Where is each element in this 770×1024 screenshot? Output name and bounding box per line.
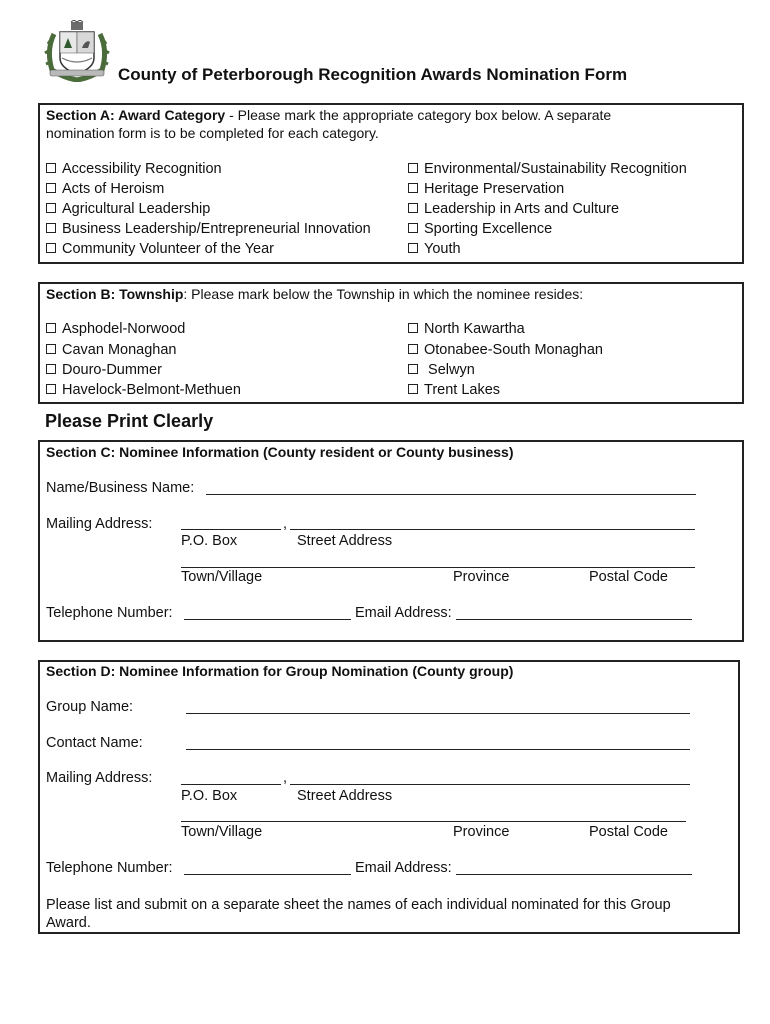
postal-code-caption: Postal Code: [589, 569, 668, 585]
township-option[interactable]: [408, 321, 525, 337]
township-option[interactable]: [46, 342, 176, 358]
mailing-address-label: Mailing Address:: [46, 770, 153, 786]
category-option[interactable]: [408, 181, 564, 197]
group-name-field[interactable]: [186, 713, 690, 714]
checkbox[interactable]: [46, 384, 56, 394]
option-label: Youth: [424, 241, 461, 257]
checkbox[interactable]: [46, 203, 56, 213]
town-caption: Town/Village: [181, 824, 263, 840]
section-b-heading: [46, 286, 583, 302]
option-label: Accessibility Recognition: [62, 161, 222, 177]
option-label: Community Volunteer of the Year: [62, 241, 274, 257]
contact-name-field[interactable]: [186, 749, 690, 750]
section-b-instruction: : Please mark below the Township in which the nominee resides:: [183, 286, 584, 302]
township-option[interactable]: [408, 362, 475, 378]
telephone-label: Telephone Number:: [46, 605, 173, 621]
category-option[interactable]: [408, 241, 461, 257]
street-address-field[interactable]: [290, 784, 690, 785]
street-address-field[interactable]: [290, 529, 695, 530]
checkbox[interactable]: [408, 243, 418, 253]
category-option[interactable]: [408, 201, 619, 217]
section-a-instruction: - Please mark the appropriate category box below. A separate: [225, 107, 612, 123]
checkbox[interactable]: [408, 364, 418, 374]
email-field[interactable]: [456, 874, 692, 875]
section-c-heading: Section C: Nominee Information (County resident or County business): [46, 444, 514, 460]
telephone-field[interactable]: [184, 874, 351, 875]
township-option[interactable]: [408, 382, 500, 398]
option-label: Agricultural Leadership: [62, 201, 211, 217]
township-option[interactable]: [46, 321, 185, 337]
option-label: Trent Lakes: [424, 382, 501, 398]
group-name-label: Group Name:: [46, 699, 134, 715]
category-option[interactable]: [408, 221, 552, 237]
checkbox[interactable]: [408, 183, 418, 193]
checkbox[interactable]: [46, 364, 56, 374]
section-a-heading: [46, 107, 611, 123]
category-option[interactable]: [46, 161, 222, 177]
category-option[interactable]: [46, 201, 210, 217]
checkbox[interactable]: [408, 203, 418, 213]
checkbox[interactable]: [46, 223, 56, 233]
town-province-postal-field[interactable]: [181, 821, 686, 822]
checkbox[interactable]: [408, 384, 418, 394]
town-caption: Town/Village: [181, 569, 263, 585]
name-label: Name/Business Name:: [46, 480, 195, 496]
option-label: Douro-Dummer: [62, 362, 162, 378]
print-clearly-heading: Please Print Clearly: [45, 411, 214, 431]
street-address-caption: Street Address: [297, 788, 393, 804]
town-province-postal-field[interactable]: [181, 567, 695, 568]
po-box-caption: P.O. Box: [181, 788, 238, 804]
po-box-field[interactable]: [181, 529, 281, 530]
comma-separator: ,: [283, 770, 288, 786]
email-label: Email Address:: [355, 860, 452, 876]
county-crest-logo: [44, 20, 110, 82]
checkbox[interactable]: [46, 163, 56, 173]
contact-name-label: Contact Name:: [46, 735, 143, 751]
option-label: North Kawartha: [424, 321, 525, 337]
township-option[interactable]: [46, 362, 162, 378]
province-caption: Province: [453, 569, 510, 585]
township-option[interactable]: [408, 342, 603, 358]
comma-separator: ,: [283, 516, 288, 532]
checkbox[interactable]: [46, 183, 56, 193]
street-address-caption: Street Address: [297, 533, 393, 549]
category-option[interactable]: [46, 241, 274, 257]
name-field[interactable]: [206, 494, 696, 495]
checkbox[interactable]: [408, 344, 418, 354]
option-label: Leadership in Arts and Culture: [424, 201, 620, 217]
option-label: Cavan Monaghan: [62, 342, 177, 358]
option-label: Havelock-Belmont-Methuen: [62, 382, 241, 398]
email-label: Email Address:: [355, 605, 452, 621]
option-label: Otonabee-South Monaghan: [424, 342, 603, 358]
township-option[interactable]: [46, 382, 241, 398]
group-note: Please list and submit on a separate sheet the names of each individual nominated for this Group Award.: [46, 897, 671, 931]
mailing-address-label: Mailing Address:: [46, 516, 153, 532]
option-label: Sporting Excellence: [424, 221, 553, 237]
checkbox[interactable]: [46, 323, 56, 333]
option-label: Asphodel-Norwood: [62, 321, 186, 337]
checkbox[interactable]: [46, 243, 56, 253]
option-label: Heritage Preservation: [424, 181, 565, 197]
section-a-instruction-2: nomination form is to be completed for each category.: [46, 125, 379, 141]
checkbox[interactable]: [408, 163, 418, 173]
po-box-field[interactable]: [181, 784, 281, 785]
telephone-label: Telephone Number:: [46, 860, 173, 876]
option-label: Business Leadership/Entrepreneurial Innovation: [62, 221, 371, 237]
section-d-heading: Section D: Nominee Information for Group Nomination (County group): [46, 663, 514, 679]
option-label: Selwyn: [424, 362, 475, 378]
checkbox[interactable]: [46, 344, 56, 354]
po-box-caption: P.O. Box: [181, 533, 238, 549]
checkbox[interactable]: [408, 323, 418, 333]
postal-code-caption: Postal Code: [589, 824, 668, 840]
checkbox[interactable]: [408, 223, 418, 233]
category-option[interactable]: [46, 181, 164, 197]
email-field[interactable]: [456, 619, 692, 620]
section-b-label: Section B: Township: [46, 286, 184, 302]
category-option[interactable]: [408, 161, 687, 177]
province-caption: Province: [453, 824, 510, 840]
option-label: Environmental/Sustainability Recognition: [424, 161, 687, 177]
option-label: Acts of Heroism: [62, 181, 165, 197]
section-a-label: Section A: Award Category: [46, 107, 226, 123]
form-title: County of Peterborough Recognition Awards Nomination Form: [118, 65, 628, 84]
telephone-field[interactable]: [184, 619, 351, 620]
category-option[interactable]: [46, 221, 371, 237]
